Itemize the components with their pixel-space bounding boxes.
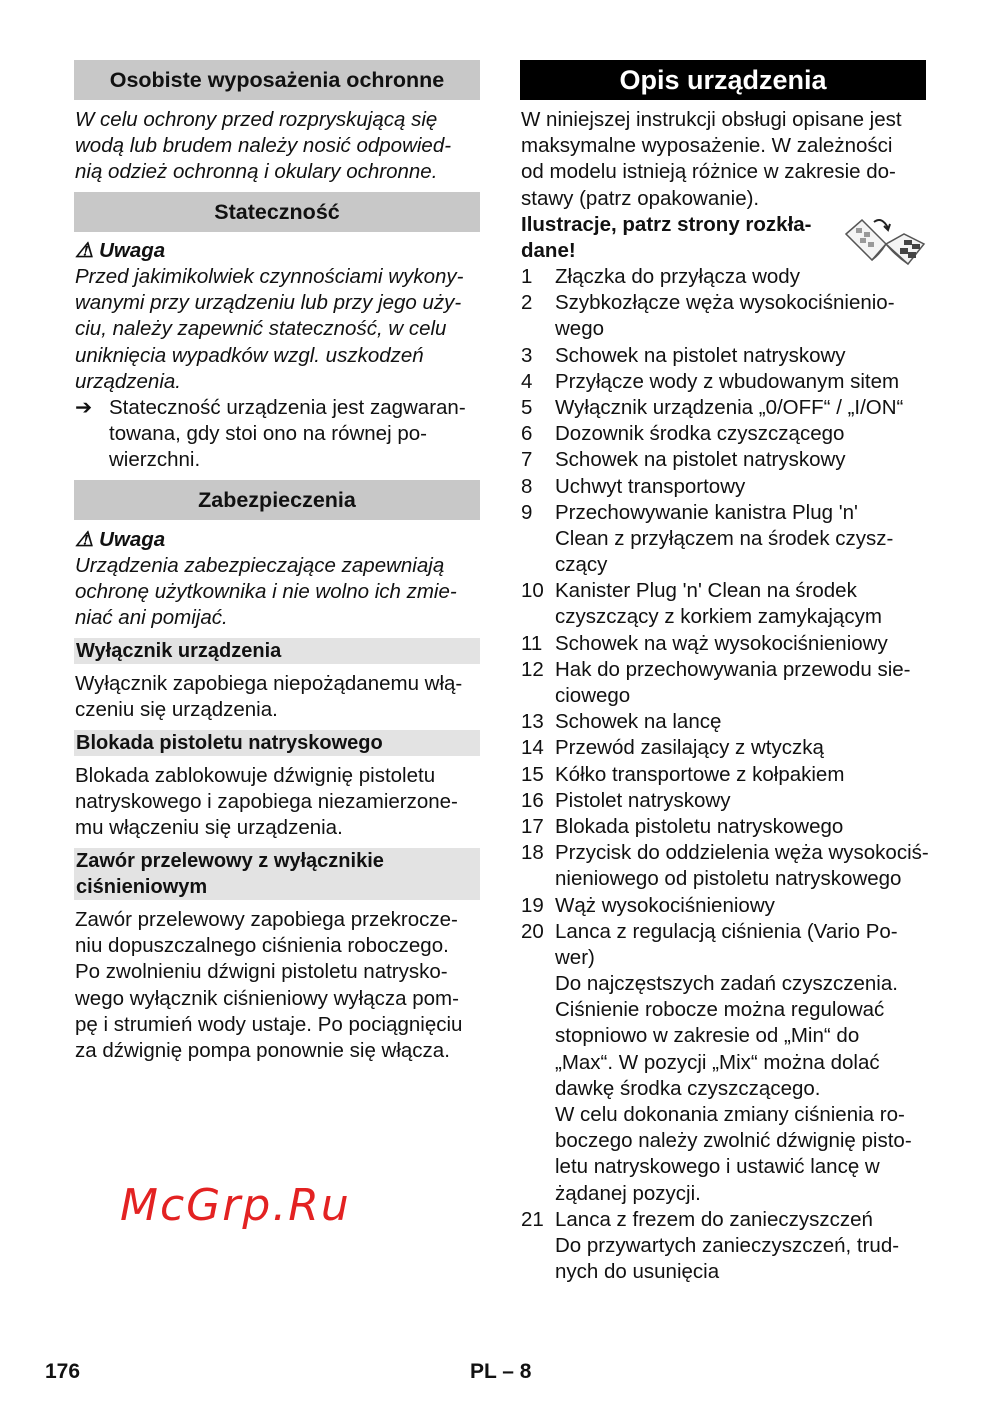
- line-text: Ilustracje, patrz strony rozkła-: [521, 213, 812, 236]
- paragraph-trigger-lock: [75, 763, 458, 842]
- warning-stability: [75, 238, 165, 264]
- list-item-text: Przechowywanie kanistra Plug 'n': [555, 500, 858, 524]
- heading-stability: Stateczność: [74, 192, 480, 232]
- paragraph-safety-devices: [75, 553, 457, 632]
- line-text: Blokada zablokowuje dźwignię pistoletu: [75, 764, 436, 787]
- text-line: [75, 553, 457, 579]
- list-item: [521, 735, 929, 761]
- list-item-text: Szybkozłącze węża wysokociśnienio-: [555, 291, 895, 315]
- text-line: [75, 579, 457, 605]
- foldout-book-icon: [842, 216, 928, 268]
- list-item-number: [521, 866, 555, 892]
- list-item-line: [521, 997, 929, 1023]
- list-item-line: [521, 500, 929, 526]
- list-item-line: [521, 762, 929, 788]
- list-item-number: 6: [521, 422, 533, 446]
- list-item-text: Blokada pistoletu natryskowego: [555, 814, 844, 838]
- list-item: [521, 919, 929, 1207]
- list-item-line: [521, 395, 929, 421]
- list-item-text: czyszczący z korkiem zamykającym: [555, 605, 882, 629]
- text-line: [521, 212, 812, 238]
- list-item: [521, 500, 929, 579]
- list-item-number: 4: [521, 369, 533, 393]
- line-text: wego wyłącznik ciśnieniowy wyłącza pom-: [75, 986, 459, 1010]
- list-item-text: „Max“. W pozycji „Mix“ można dolać: [555, 1050, 880, 1074]
- text-line: [75, 395, 466, 421]
- line-text: towana, gdy stoi ono na równej po-: [109, 422, 427, 446]
- list-item-text: Wyłącznik urządzenia „0/OFF“ / „I/ON“: [555, 395, 904, 419]
- list-item: [521, 762, 929, 788]
- warning-icon: ⚠: [75, 239, 94, 262]
- watermark: McGrp.Ru: [120, 1180, 351, 1231]
- list-item-line: [521, 1259, 929, 1285]
- list-item-line: [521, 657, 929, 683]
- text-line: [521, 238, 812, 264]
- text-line: [521, 159, 902, 185]
- subheading-overflow-valve: [74, 848, 480, 900]
- list-item-text: W celu dokonania zmiany ciśnienia ro-: [555, 1103, 905, 1126]
- list-item-text: Do najczęstszych zadań czyszczenia.: [555, 972, 898, 996]
- text-line: [76, 848, 478, 874]
- list-item-number: [521, 526, 555, 552]
- line-text: Po zwolnieniu dźwigni pistoletu natrysko-: [75, 960, 448, 984]
- line-text: natryskowego i zapobiega niezamierzone-: [75, 790, 458, 814]
- line-text: Stateczność urządzenia jest zagwaran-: [109, 396, 466, 419]
- text-line: [75, 290, 463, 316]
- list-item-text: Schowek na wąż wysokociśnieniowy: [555, 631, 888, 655]
- arrow-right-icon: ➔: [75, 396, 93, 419]
- list-item: [521, 578, 929, 630]
- line-text: Zawór przelewowy zapobiega przekrocze-: [75, 908, 458, 931]
- list-item-text: Kółko transportowe z kołpakiem: [555, 762, 845, 786]
- page-number: 176: [45, 1360, 81, 1383]
- text-line: [75, 1012, 462, 1038]
- list-item-number: [521, 971, 555, 997]
- list-item: [521, 369, 929, 395]
- line-text: Zawór przelewowy z wyłącznikie: [76, 850, 384, 872]
- list-item-line: [521, 893, 929, 919]
- text-line: [75, 907, 462, 933]
- list-item-text: żądanej pozycji.: [555, 1181, 701, 1205]
- text-line: [75, 421, 466, 447]
- text-line: [75, 369, 463, 395]
- section-page: PL – 8: [470, 1360, 532, 1383]
- paragraph-stability-warning: [75, 264, 463, 395]
- line-text: stawy (patrz opakowanie).: [521, 186, 760, 210]
- list-item-line: [521, 866, 929, 892]
- text-line: [75, 815, 458, 841]
- list-item-number: [521, 1259, 555, 1285]
- list-item: [521, 474, 929, 500]
- list-item-number: 5: [521, 395, 533, 419]
- list-item-number: [521, 1128, 555, 1154]
- list-item-text: wego: [555, 317, 605, 341]
- list-item-line: [521, 526, 929, 552]
- list-item-line: [521, 474, 929, 500]
- list-item: [521, 657, 929, 709]
- text-line: [75, 986, 462, 1012]
- list-item: [521, 1207, 929, 1286]
- text-line: [75, 447, 466, 473]
- list-item-number: 10: [521, 579, 544, 603]
- list-item: [521, 709, 929, 735]
- list-item-line: [521, 971, 929, 997]
- list-item-number: 11: [521, 631, 543, 655]
- line-text: Wyłącznik zapobiega niepożądanemu włą-: [75, 672, 463, 695]
- list-item-number: [521, 1050, 555, 1076]
- list-item-text: czący: [555, 553, 608, 577]
- parts-list: [521, 264, 929, 1285]
- line-text: W niniejszej instrukcji obsługi opisane jest: [521, 108, 902, 131]
- list-item-text: wer): [555, 945, 595, 969]
- list-item-line: [521, 1128, 929, 1154]
- list-item-number: [521, 945, 555, 971]
- list-item-text: Przycisk do oddzielenia węża wysokociś-: [555, 841, 929, 865]
- list-item-text: Clean z przyłączem na środek czysz-: [555, 526, 894, 550]
- list-item-text: letu natryskowego i ustawić lancę w: [555, 1155, 880, 1179]
- line-text: wodą lub brudem należy nosić odpowied-: [75, 134, 452, 158]
- list-item-text: Lanca z regulacją ciśnienia (Vario Po-: [555, 919, 898, 943]
- text-line: [75, 671, 462, 697]
- list-item-number: [521, 997, 555, 1023]
- text-line: [75, 107, 451, 133]
- list-item: [521, 447, 929, 473]
- list-item-line: [521, 421, 929, 447]
- list-item-number: 14: [521, 736, 544, 760]
- list-item: [521, 343, 929, 369]
- paragraph-protective-equipment: [75, 107, 451, 186]
- list-item-number: 20: [521, 919, 544, 943]
- list-item-text: boczego należy zwolnić dźwignię pisto-: [555, 1129, 912, 1153]
- line-text: ciu, należy zapewnić stateczność, w celu: [75, 317, 447, 341]
- paragraph-stability-note: [75, 395, 466, 474]
- line-text: urządzenia.: [75, 369, 181, 393]
- list-item-text: Schowek na pistolet natryskowy: [555, 343, 846, 367]
- list-item-number: [521, 316, 555, 342]
- list-item-line: [521, 1154, 929, 1180]
- list-item: [521, 631, 929, 657]
- list-item-number: 13: [521, 710, 544, 734]
- list-item: [521, 814, 929, 840]
- illustrations-note: [521, 212, 812, 264]
- list-item-number: 15: [521, 762, 544, 786]
- list-item-line: [521, 552, 929, 578]
- line-text: od modelu istnieją różnice w zakresie do-: [521, 160, 896, 184]
- paragraph-description-intro: [521, 107, 902, 212]
- line-text: Przed jakimikolwiek czynnościami wykony-: [75, 265, 464, 288]
- list-item: [521, 893, 929, 919]
- list-item-line: [521, 447, 929, 473]
- list-item-text: Uchwyt transportowy: [555, 474, 746, 498]
- list-item-line: [521, 369, 929, 395]
- list-item-number: [521, 604, 555, 630]
- list-item-number: 8: [521, 474, 533, 498]
- list-item-line: [521, 631, 929, 657]
- list-item-text: Przyłącze wody z wbudowanym sitem: [555, 369, 900, 393]
- text-line: [75, 1038, 462, 1064]
- list-item-number: 21: [521, 1207, 544, 1231]
- list-item: [521, 840, 929, 892]
- warning-safety: [75, 527, 165, 553]
- list-item-line: [521, 1233, 929, 1259]
- line-text: dane!: [521, 239, 576, 263]
- text-line: [75, 133, 451, 159]
- text-line: [521, 186, 902, 212]
- list-item-number: 7: [521, 448, 533, 472]
- list-item-line: [521, 735, 929, 761]
- list-item-line: [521, 343, 929, 369]
- list-item-line: [521, 1181, 929, 1207]
- line-text: uniknięcia wypadków wzgl. uszkodzeń: [75, 343, 424, 367]
- list-item-text: stopniowo w zakresie od „Min“ do: [555, 1024, 860, 1048]
- list-item-text: Schowek na pistolet natryskowy: [555, 448, 846, 472]
- list-item-number: [521, 1023, 555, 1049]
- list-item-number: 3: [521, 343, 533, 367]
- line-text: wierzchni.: [109, 448, 201, 472]
- list-item-line: [521, 683, 929, 709]
- list-item-text: ciowego: [555, 684, 631, 707]
- line-text: za dźwignię pompa ponownie się włącza.: [75, 1038, 450, 1062]
- list-item-text: Pistolet natryskowy: [555, 788, 731, 812]
- text-line: [75, 789, 458, 815]
- warning-label: Uwaga: [99, 528, 166, 551]
- line-text: czeniu się urządzenia.: [75, 698, 278, 722]
- line-text: pę i strumień wody ustaje. Po pociągnięciu: [75, 1012, 463, 1036]
- list-item-line: [521, 290, 929, 316]
- list-item: [521, 264, 929, 290]
- line-text: W celu ochrony przed rozpryskującą się: [75, 108, 438, 131]
- list-item: [521, 395, 929, 421]
- list-item: [521, 421, 929, 447]
- list-item-number: [521, 1102, 555, 1128]
- list-item-text: Złączka do przyłącza wody: [555, 265, 800, 288]
- list-item-number: 12: [521, 657, 544, 681]
- list-item-number: 2: [521, 291, 533, 315]
- list-item: [521, 290, 929, 342]
- list-item-text: Dozownik środka czyszczącego: [555, 422, 845, 446]
- list-item-number: 17: [521, 814, 544, 838]
- text-line: [521, 133, 902, 159]
- text-line: [75, 264, 463, 290]
- line-text: niu dopuszczalnego ciśnienia roboczego.: [75, 934, 449, 958]
- list-item-text: Hak do przechowywania przewodu sie-: [555, 657, 911, 681]
- heading-safety-devices: Zabezpieczenia: [74, 480, 480, 520]
- text-line: [75, 763, 458, 789]
- list-item: [521, 788, 929, 814]
- line-text: ciśnieniowym: [76, 876, 208, 899]
- heading-device-description: Opis urządzenia: [520, 60, 926, 100]
- list-item-number: 1: [521, 265, 533, 288]
- heading-protective-equipment: Osobiste wyposażenia ochronne: [74, 60, 480, 100]
- list-item-text: dawkę środka czyszczącego.: [555, 1076, 821, 1100]
- list-item-number: [521, 1154, 555, 1180]
- list-item-line: [521, 604, 929, 630]
- text-line: [75, 316, 463, 342]
- line-text: maksymalne wyposażenie. W zależności: [521, 134, 893, 158]
- list-item-number: 9: [521, 500, 533, 524]
- list-item-number: 19: [521, 893, 544, 917]
- line-text: mu włączeniu się urządzenia.: [75, 816, 343, 840]
- list-item-line: [521, 919, 929, 945]
- subheading-device-switch: Wyłącznik urządzenia: [74, 638, 480, 664]
- list-item-line: [521, 1050, 929, 1076]
- text-line: [521, 107, 902, 133]
- list-item-text: Ciśnienie robocze można regulować: [555, 998, 885, 1022]
- list-item-line: [521, 578, 929, 604]
- list-item-line: [521, 264, 929, 290]
- list-item-number: [521, 552, 555, 578]
- list-item-line: [521, 1076, 929, 1102]
- list-item-text: nych do usunięcia: [555, 1260, 720, 1284]
- list-item-number: [521, 683, 555, 709]
- list-item-number: 18: [521, 841, 544, 865]
- list-item-text: Schowek na lancę: [555, 710, 722, 734]
- list-item-number: 16: [521, 788, 544, 812]
- list-item-line: [521, 814, 929, 840]
- list-item-line: [521, 788, 929, 814]
- list-item-number: [521, 1076, 555, 1102]
- text-line: [75, 159, 451, 185]
- text-line: [75, 697, 462, 723]
- list-item-line: [521, 945, 929, 971]
- list-item-text: Do przywartych zanieczyszczeń, trud-: [555, 1233, 900, 1257]
- line-text: ochronę użytkownika i nie wolno ich zmie-: [75, 580, 457, 604]
- line-text: niać ani pomijać.: [75, 606, 228, 630]
- list-item-line: [521, 1023, 929, 1049]
- text-line: [76, 874, 478, 900]
- list-item-text: Wąż wysokociśnieniowy: [555, 893, 775, 917]
- warning-label: Uwaga: [99, 239, 166, 262]
- list-item-line: [521, 316, 929, 342]
- warning-icon: ⚠: [75, 528, 94, 551]
- list-item-number: [521, 1233, 555, 1259]
- text-line: [75, 605, 457, 631]
- paragraph-overflow-valve: [75, 907, 462, 1064]
- list-item-line: [521, 840, 929, 866]
- line-text: nią odzież ochronną i okulary ochronne.: [75, 160, 438, 184]
- list-item-text: Kanister Plug 'n' Clean na środek: [555, 579, 857, 603]
- list-item-text: Lanca z frezem do zanieczyszczeń: [555, 1207, 873, 1231]
- paragraph-device-switch: [75, 671, 462, 723]
- list-item-text: nieniowego od pistoletu natryskowego: [555, 867, 902, 891]
- text-line: [75, 343, 463, 369]
- list-item-text: Przewód zasilający z wtyczką: [555, 736, 824, 760]
- line-text: Urządzenia zabezpieczające zapewniają: [75, 554, 445, 577]
- subheading-trigger-lock: Blokada pistoletu natryskowego: [74, 730, 480, 756]
- list-item-line: [521, 1207, 929, 1233]
- text-line: [75, 933, 462, 959]
- line-text: wanymi przy urządzeniu lub przy jego uży-: [75, 291, 462, 315]
- list-item-line: [521, 709, 929, 735]
- list-item-line: [521, 1102, 929, 1128]
- list-item-number: [521, 1181, 555, 1207]
- text-line: [75, 959, 462, 985]
